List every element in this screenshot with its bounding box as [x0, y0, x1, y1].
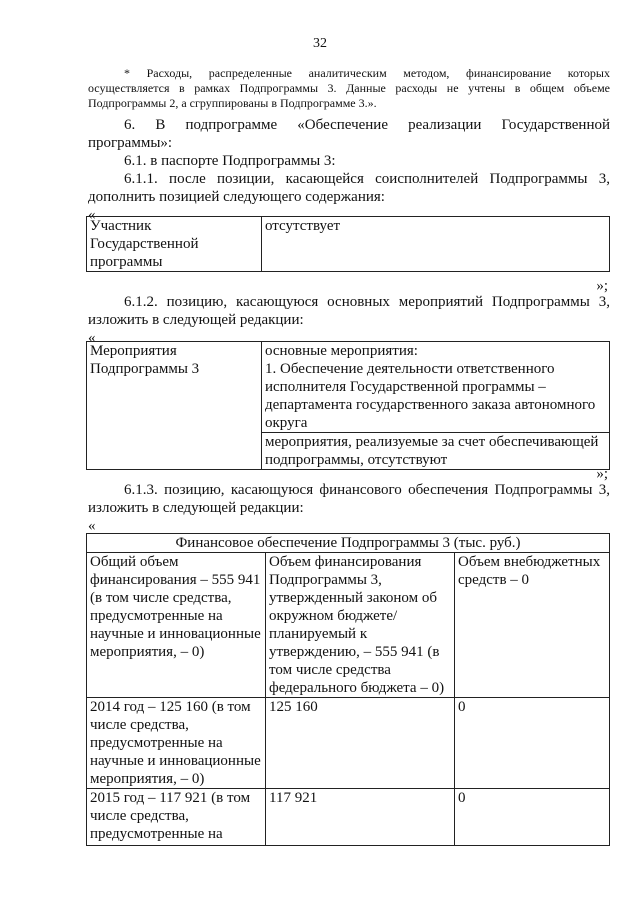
paragraph-6-1-2: 6.1.2. позицию, касающуюся основных мероприятий Подпрограммы 3, изложить в следующей редакции:: [88, 294, 610, 328]
open-quote: «: [88, 518, 96, 534]
row-year-total: 2015 год – 117 921 (в том числе средства, предусмотренные на: [87, 789, 266, 846]
page-number: 32: [313, 36, 327, 51]
close-quote: »;: [596, 466, 608, 482]
activities-header: основные мероприятия:: [265, 343, 418, 359]
activities-label: Мероприятия Подпрограммы 3: [87, 342, 262, 470]
row-budget-value: 125 160: [266, 698, 455, 789]
activities-table: [86, 341, 610, 470]
finance-title: Финансовое обеспечение Подпрограммы 3 (тыс. руб.): [87, 534, 610, 553]
paragraph-6-1: 6.1. в паспорте Подпрограммы 3:: [124, 153, 336, 169]
row-extrabudget-value: 0: [455, 698, 610, 789]
row-year-total: 2014 год – 125 160 (в том числе средства, предусмотренные на научные и инновационные мероприятия, – 0): [87, 698, 266, 789]
table-row: [87, 698, 610, 789]
paragraph-6-1-3: 6.1.3. позицию, касающуюся финансового обеспечения Подпрограммы 3, изложить в следующей редакции:: [88, 482, 610, 516]
finance-total-header: Общий объем финансирования – 555 941 (в том числе средства, предусмотренные на научные и инновационные мероприятия, – 0): [87, 553, 266, 698]
row-extrabudget-value: 0: [455, 789, 610, 846]
participant-table: [86, 216, 610, 272]
row-budget-value: 117 921: [266, 789, 455, 846]
activities-item: 1. Обеспечение деятельности ответственного исполнителя Государственной программы – департамента государственного заказа автономного округа: [265, 361, 596, 431]
paragraph-6: 6. В подпрограмме «Обеспечение реализации Государственной программы»:: [88, 117, 610, 151]
finance-budget-header: Объем финансирования Подпрограммы 3, утвержденный законом об окружном бюджете/ планируемый к утверждению, – 555 941 (в том числе средства федерального бюджета – 0): [266, 553, 455, 698]
participant-label: Участник Государственной программы: [87, 217, 262, 272]
participant-value: отсутствует: [262, 217, 610, 272]
activities-main-cell: [262, 342, 610, 433]
activities-secondary: мероприятия, реализуемые за счет обеспечивающей подпрограммы, отсутствуют: [262, 433, 610, 470]
close-quote: »;: [596, 278, 608, 294]
finance-table: [86, 533, 610, 846]
footnote: * Расходы, распределенные аналитическим методом, финансирование которых осуществляется в рамках Подпрограммы 3. Данные расходы не учтены в общем объеме Подпрограммы 2, а сгруппированы в Подпрограмме 3.».: [88, 66, 610, 110]
table-row: [87, 789, 610, 846]
finance-extrabudget-header: Объем внебюджетных средств – 0: [455, 553, 610, 698]
open-quote: «: [88, 207, 96, 223]
open-quote: «: [88, 330, 96, 346]
paragraph-6-1-1: 6.1.1. после позиции, касающейся соисполнителей Подпрограммы 3, дополнить позицией следующего содержания:: [88, 171, 610, 205]
